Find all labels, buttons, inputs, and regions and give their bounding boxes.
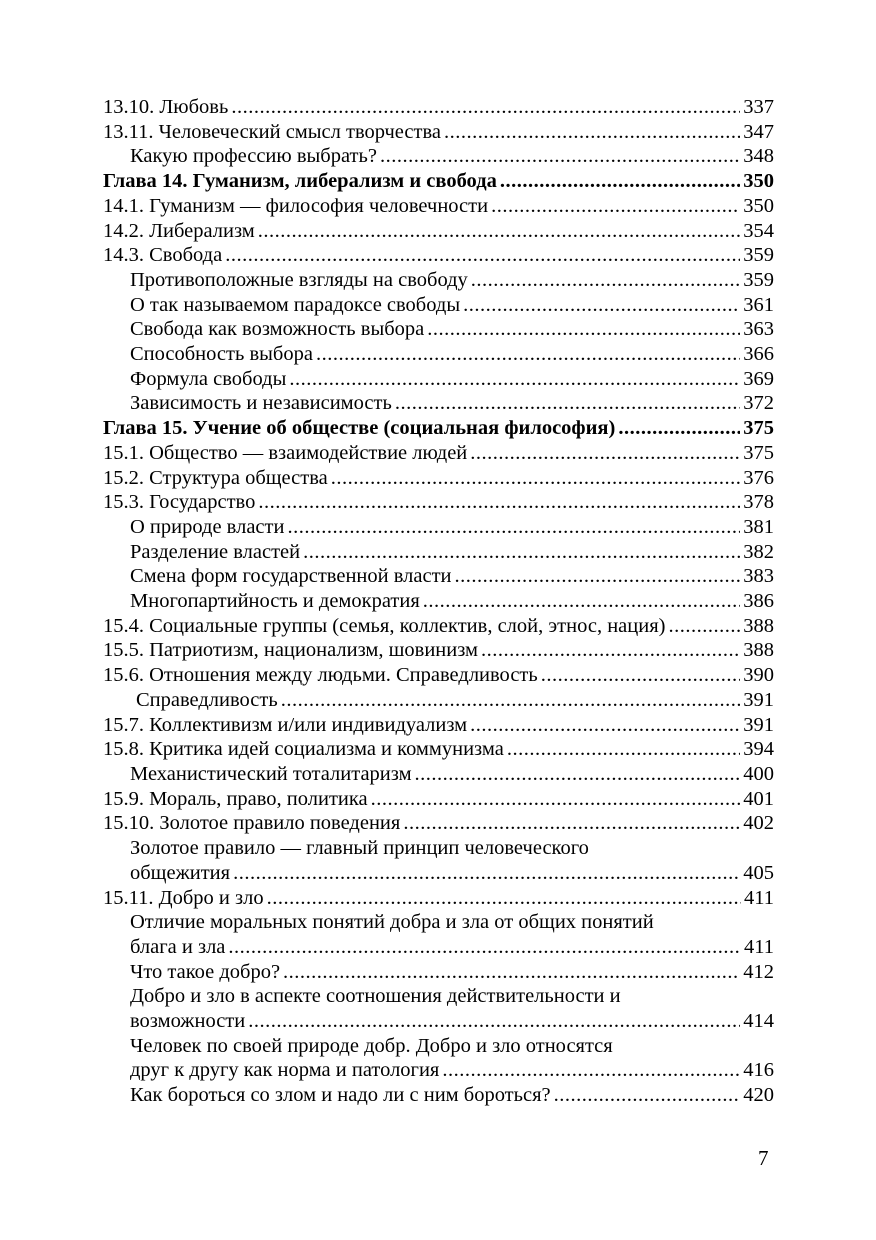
toc-entry[interactable] (103, 144, 774, 169)
dot-leader (395, 391, 740, 416)
dot-leader (380, 144, 740, 169)
toc-entry[interactable] (103, 960, 774, 985)
toc-entry-title: Способность выбора (130, 343, 313, 366)
toc-entry[interactable] (103, 737, 774, 762)
toc-entry[interactable] (103, 886, 774, 911)
toc-entry-title: Формула свободы (130, 367, 287, 390)
dot-leader (470, 713, 740, 738)
toc-entry[interactable] (103, 638, 774, 663)
toc-entry[interactable] (103, 564, 774, 589)
toc-entry[interactable] (103, 441, 774, 466)
toc-entry-title: Справедливость (136, 688, 278, 711)
dot-leader (248, 1009, 740, 1034)
dot-leader (371, 787, 741, 812)
toc-chapter-entry[interactable] (103, 169, 774, 194)
dot-leader (481, 638, 740, 663)
toc-entry[interactable] (103, 243, 774, 268)
toc-entry-page: 359 (743, 244, 774, 267)
dot-leader (455, 564, 741, 589)
dot-leader (427, 317, 740, 342)
toc-entry-page: 414 (743, 1010, 774, 1033)
toc-entry-page: 350 (743, 170, 774, 193)
toc-entry[interactable] (103, 787, 774, 812)
toc-entry-page: 375 (743, 417, 774, 440)
toc-entry-title: Какую профессию выбрать? (130, 145, 377, 168)
dot-leader (471, 268, 740, 293)
toc-entry[interactable] (103, 391, 774, 416)
toc-entry-title: 15.7. Коллективизм и/или индивидуализм (103, 713, 468, 736)
toc-entry-page: 405 (743, 861, 774, 884)
toc-entry[interactable] (103, 342, 774, 367)
toc-entry-title: 13.10. Любовь (103, 96, 229, 118)
dot-leader (444, 120, 740, 145)
toc-entry[interactable] (103, 515, 774, 540)
toc-entry-page: 401 (743, 787, 774, 810)
dot-leader (470, 441, 740, 466)
dot-leader (233, 861, 740, 886)
dot-leader (463, 293, 740, 318)
toc-entry-title: Свобода как возможность выбора (130, 318, 425, 341)
toc-entry[interactable] (103, 713, 774, 738)
toc-entry-title: Механистический тоталитаризм (130, 762, 412, 785)
toc-entry[interactable] (103, 540, 774, 565)
toc-entry-title: 14.2. Либерализм (103, 219, 255, 242)
toc-entry-title: Смена форм государственной власти (130, 565, 452, 588)
dot-leader (303, 540, 740, 565)
toc-entry-title: О так называемом парадоксе свободы (130, 293, 461, 316)
dot-leader (331, 466, 741, 491)
toc-entry-page: 400 (743, 762, 774, 785)
toc-entry[interactable] (103, 910, 774, 959)
toc-entry-page: 354 (743, 219, 774, 242)
toc-entry-title: Отличие моральных понятий добра и зла от общих понятий (130, 911, 654, 934)
toc-entry[interactable] (103, 120, 774, 145)
toc-entry-title: 15.9. Мораль, право, политика (103, 787, 368, 810)
toc-entry-page: 383 (743, 565, 774, 588)
toc-entry-title-continued: возможности (130, 1010, 246, 1033)
toc-entry-title: 15.3. Государство (103, 491, 256, 514)
dot-leader (491, 194, 740, 219)
toc-entry-page: 363 (743, 318, 774, 341)
toc-entry-title: Добро и зло в аспекте соотношения действительности и (130, 985, 621, 1008)
table-of-contents (103, 95, 774, 1108)
toc-entry-title: Что такое добро? (130, 960, 281, 983)
toc-entry-page: 378 (743, 491, 774, 514)
dot-leader (267, 886, 741, 911)
toc-entry-page: 382 (743, 540, 774, 563)
toc-entry-page: 420 (743, 1084, 774, 1107)
toc-entry-title-continued: блага и зла (130, 935, 226, 958)
toc-entry[interactable] (103, 1034, 774, 1083)
dot-leader (554, 1083, 741, 1108)
toc-entry-page: 376 (743, 466, 774, 489)
toc-entry-title-continued: общежития (130, 861, 231, 884)
toc-entry[interactable] (103, 1083, 774, 1108)
page-number: 7 (758, 1146, 769, 1170)
toc-entry-title: 14.1. Гуманизм — философия человечности (103, 194, 489, 217)
toc-entry-title: Человек по своей природе добр. Добро и зло относятся (130, 1034, 613, 1057)
dot-leader (225, 243, 740, 268)
toc-entry-title: 14.3. Свобода (103, 244, 223, 267)
toc-entry[interactable] (103, 811, 774, 836)
dot-leader (316, 342, 740, 367)
toc-entry-page: 390 (743, 664, 774, 687)
toc-entry[interactable] (103, 836, 774, 885)
toc-entry[interactable] (103, 194, 774, 219)
toc-entry-title: 15.10. Золотое правило поведения (103, 812, 401, 835)
toc-entry-page: 388 (743, 639, 774, 662)
dot-leader (231, 95, 740, 120)
dot-leader (541, 663, 741, 688)
dot-leader (423, 589, 740, 614)
toc-entry-title: Многопартийность и демократия (130, 590, 420, 613)
dot-leader (283, 960, 740, 985)
toc-entry-page: 381 (743, 515, 774, 538)
toc-entry-page: 347 (743, 120, 774, 143)
toc-entry-title: Глава 15. Учение об обществе (социальная философия) (103, 417, 616, 440)
toc-entry-page: 416 (743, 1059, 774, 1082)
toc-entry-page: 388 (743, 614, 774, 637)
toc-entry-page: 411 (744, 935, 774, 958)
toc-entry[interactable] (103, 589, 774, 614)
toc-entry-title: Противоположные взгляды на свободу (130, 268, 468, 291)
toc-entry-title: О природе власти (130, 515, 285, 538)
toc-entry-title: 15.2. Структура общества (103, 466, 328, 489)
toc-entry-page: 369 (743, 367, 774, 390)
toc-chapter-entry[interactable] (103, 416, 774, 441)
toc-entry-title: 15.1. Общество — взаимодействие людей (103, 441, 468, 464)
toc-entry-title: Как бороться со злом и надо ли с ним бороться? (130, 1084, 551, 1107)
toc-entry-title: Разделение властей (130, 540, 301, 563)
toc-entry-page: 372 (743, 392, 774, 415)
toc-entry-page: 337 (743, 96, 774, 118)
toc-entry-page: 375 (743, 441, 774, 464)
toc-entry-title-continued: друг к другу как норма и патология (130, 1059, 440, 1082)
toc-entry-page: 348 (743, 145, 774, 168)
dot-leader (228, 935, 741, 960)
toc-entry-page: 391 (743, 688, 774, 711)
dot-leader (442, 1058, 740, 1083)
dot-leader (618, 416, 740, 441)
toc-entry-page: 359 (743, 268, 774, 291)
toc-entry-title: 13.11. Человеческий смысл творчества (103, 120, 441, 143)
toc-entry[interactable] (103, 663, 774, 688)
toc-entry[interactable] (103, 367, 774, 392)
toc-entry-page: 361 (743, 293, 774, 316)
toc-entry[interactable] (103, 490, 774, 515)
toc-entry[interactable] (103, 614, 774, 639)
dot-leader (258, 219, 740, 244)
toc-entry-title: 15.4. Социальные группы (семья, коллектив, слой, этнос, нация) (103, 614, 666, 637)
toc-entry-page: 411 (744, 886, 774, 909)
dot-leader (258, 490, 740, 515)
dot-leader (415, 762, 741, 787)
toc-entry-page: 394 (743, 738, 774, 761)
toc-entry-title: Глава 14. Гуманизм, либерализм и свобода (103, 170, 497, 193)
toc-entry-page: 386 (743, 590, 774, 613)
toc-entry[interactable] (103, 268, 774, 293)
dot-leader (507, 737, 740, 762)
toc-entry[interactable] (103, 219, 774, 244)
toc-entry-title: 15.5. Патриотизм, национализм, шовинизм (103, 639, 479, 662)
toc-entry[interactable] (103, 984, 774, 1033)
toc-entry[interactable] (103, 762, 774, 787)
toc-entry-page: 391 (743, 713, 774, 736)
toc-entry-page: 402 (743, 812, 774, 835)
dot-leader (287, 515, 740, 540)
toc-entry-title: 15.11. Добро и зло (103, 886, 264, 909)
toc-entry[interactable] (103, 466, 774, 491)
toc-entry[interactable] (103, 317, 774, 342)
toc-entry-title: Золотое правило — главный принцип человеческого (130, 837, 589, 860)
toc-entry-page: 366 (743, 343, 774, 366)
dot-leader (500, 169, 740, 194)
dot-leader (668, 614, 740, 639)
toc-entry[interactable] (103, 688, 774, 713)
dot-leader (403, 811, 740, 836)
dot-leader (281, 688, 741, 713)
toc-entry-page: 350 (743, 194, 774, 217)
toc-entry[interactable] (103, 293, 774, 318)
toc-entry-title: Зависимость и независимость (130, 392, 392, 415)
toc-entry-title: 15.6. Отношения между людьми. Справедливость (103, 664, 538, 687)
toc-entry-page: 412 (743, 960, 774, 983)
toc-entry[interactable] (103, 95, 774, 120)
dot-leader (289, 367, 740, 392)
toc-entry-title: 15.8. Критика идей социализма и коммунизма (103, 738, 504, 761)
